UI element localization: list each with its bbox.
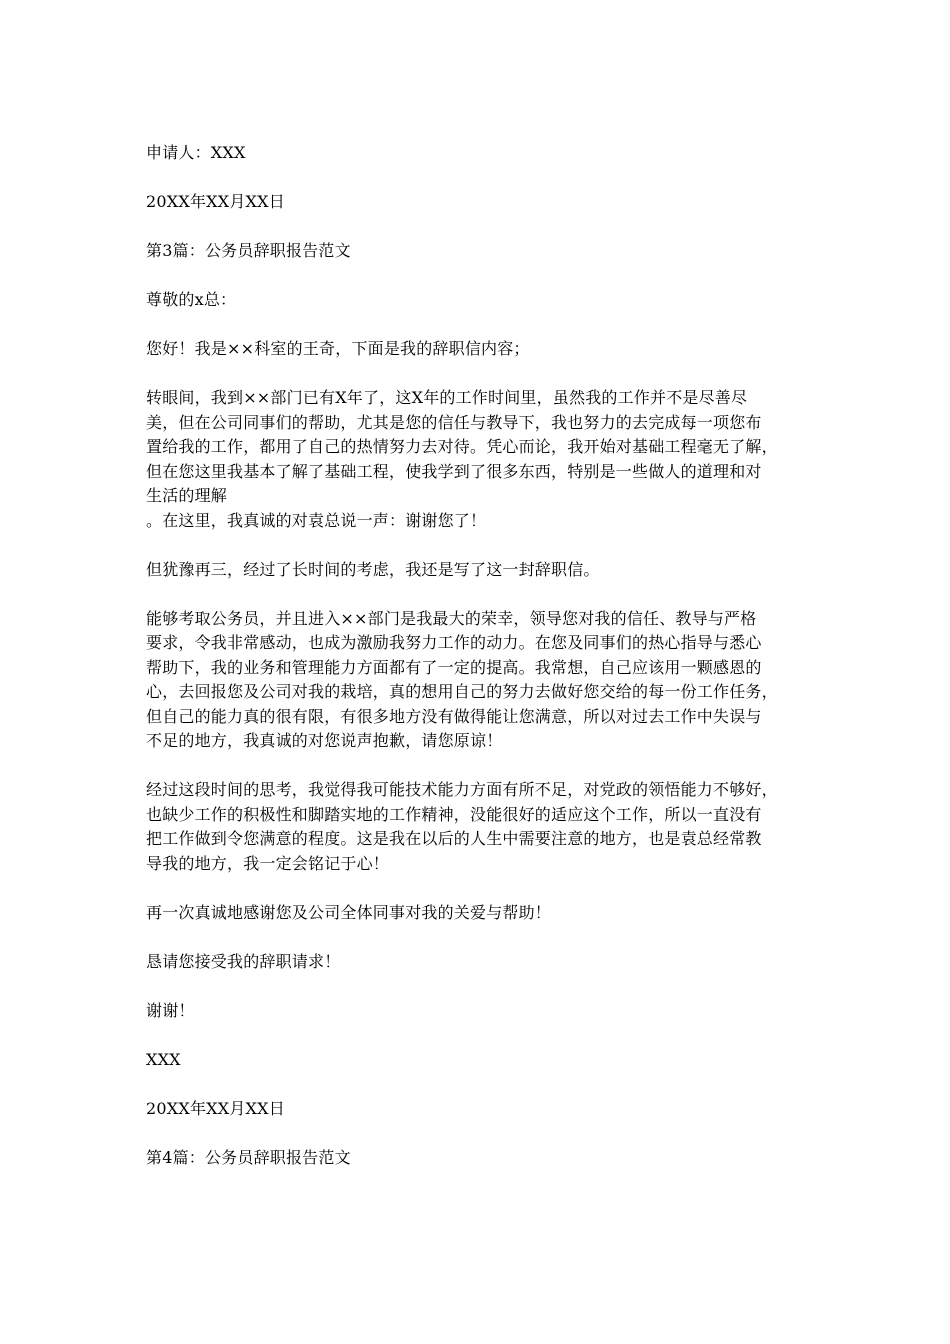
greeting: 您好！我是××科室的王奇，下面是我的辞职信内容； bbox=[146, 339, 530, 358]
signature: XXX bbox=[146, 1049, 181, 1069]
section-heading-3: 第3篇：公务员辞职报告范文 bbox=[146, 241, 351, 260]
paragraph-line: 置给我的工作，都用了自己的热情努力去对待。凭心而论，我开始对基础工程毫无了解， bbox=[146, 437, 778, 456]
thanks-line: 谢谢！ bbox=[146, 1000, 195, 1020]
paragraph-line: 。在这里，我真诚的对袁总说一声：谢谢您了！ bbox=[146, 510, 487, 530]
paragraph-line: 但在您这里我基本了解了基础工程，使我学到了很多东西，特别是一些做人的道理和对 bbox=[146, 461, 762, 481]
paragraph-line: 但自己的能力真的很有限，有很多地方没有做得能让您满意，所以对过去工作中失误与 bbox=[146, 706, 762, 726]
section-heading-4: 第4篇：公务员辞职报告范文 bbox=[146, 1147, 351, 1167]
date-line: 20XX年XX月XX日 bbox=[146, 1098, 285, 1118]
paragraph-2: 但犹豫再三，经过了长时间的考虑，我还是写了这一封辞职信。 bbox=[146, 559, 600, 579]
salutation: 尊敬的x总： bbox=[146, 290, 237, 309]
paragraph-line: 心，去回报您及公司对我的栽培，真的想用自己的努力去做好您交给的每一份工作任务， bbox=[146, 682, 778, 701]
paragraph-6: 恳请您接受我的辞职请求！ bbox=[146, 951, 341, 971]
paragraph-line: 导我的地方，我一定会铭记于心！ bbox=[146, 853, 390, 873]
paragraph-line: 帮助下，我的业务和管理能力方面都有了一定的提高。我常想，自己应该用一颗感恩的 bbox=[146, 657, 762, 677]
paragraph-1 bbox=[146, 386, 808, 533]
paragraph-4 bbox=[146, 778, 808, 876]
paragraph-line: 转眼间，我到××部门已有X年了，这X年的工作时间里，虽然我的工作并不是尽善尽 bbox=[146, 388, 748, 407]
paragraph-line: 经过这段时间的思考，我觉得我可能技术能力方面有所不足，对党政的领悟能力不够好， bbox=[146, 780, 778, 799]
paragraph-5: 再一次真诚地感谢您及公司全体同事对我的关爱与帮助！ bbox=[146, 902, 552, 922]
paragraph-line: 把工作做到令您满意的程度。这是我在以后的人生中需要注意的地方，也是袁总经常教 bbox=[146, 829, 762, 848]
paragraph-line: 也缺少工作的积极性和脚踏实地的工作精神，没能很好的适应这个工作，所以一直没有 bbox=[146, 804, 762, 824]
applicant-line: 申请人：XXX bbox=[146, 143, 246, 162]
paragraph-line: 美，但在公司同事们的帮助，尤其是您的信任与教导下，我也努力的去完成每一项您布 bbox=[146, 412, 762, 432]
paragraph-line: 不足的地方，我真诚的对您说声抱歉，请您原谅！ bbox=[146, 731, 503, 750]
paragraph-line: 生活的理解 bbox=[146, 486, 228, 505]
paragraph-line: 要求，令我非常感动，也成为激励我努力工作的动力。在您及同事们的热心指导与悉心 bbox=[146, 633, 762, 652]
date-line: 20XX年XX月XX日 bbox=[146, 192, 285, 211]
paragraph-3 bbox=[146, 607, 808, 754]
paragraph-line: 能够考取公务员，并且进入××部门是我最大的荣幸，领导您对我的信任、教导与严格 bbox=[146, 608, 757, 628]
document-body bbox=[146, 141, 808, 1195]
